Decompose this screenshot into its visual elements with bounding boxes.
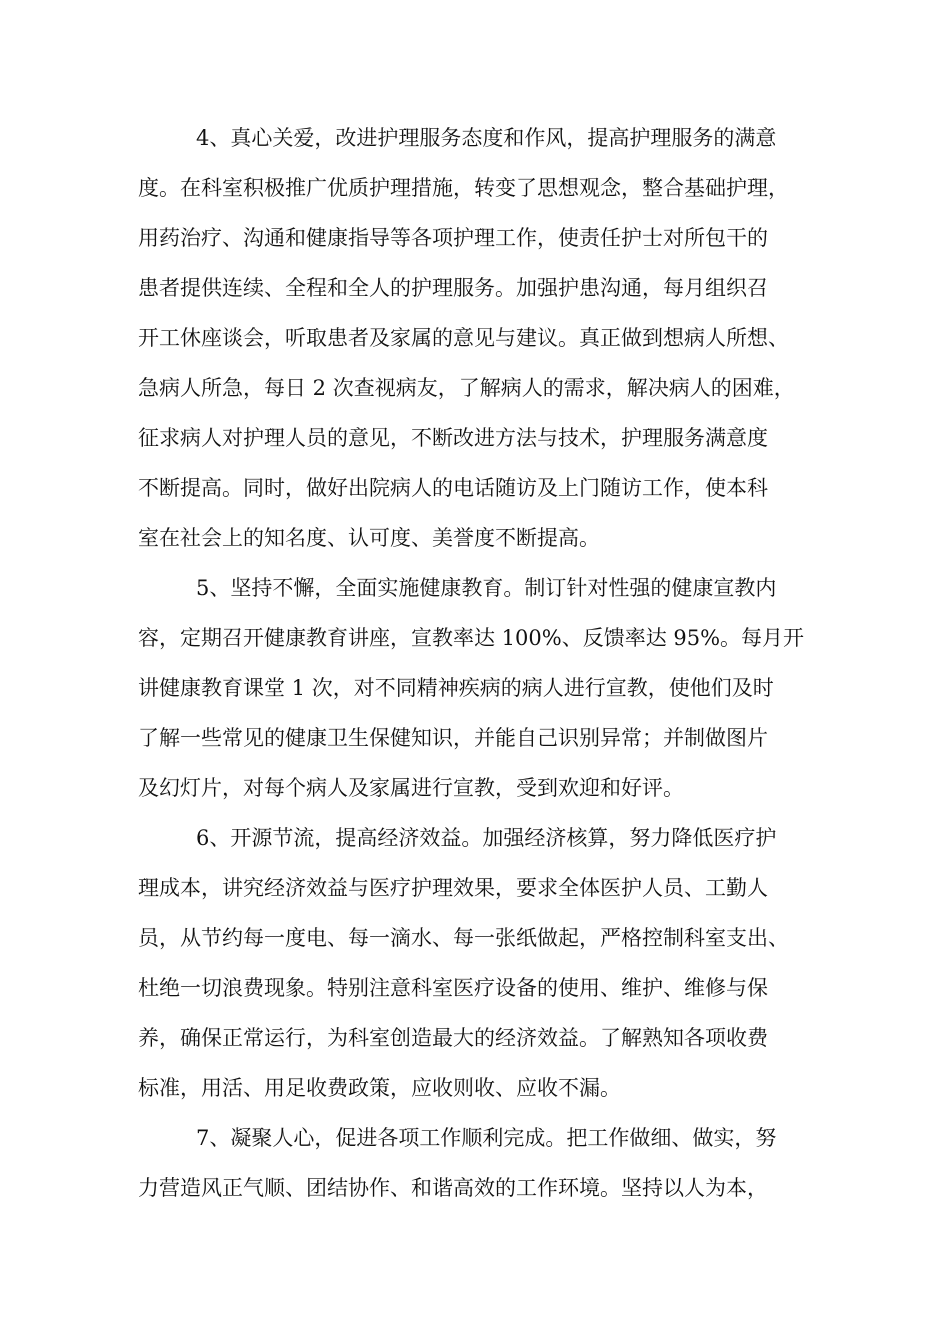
paragraph-line: 容，定期召开健康教育讲座，宣教率达 100%、反馈率达 95%。每月开 [138,626,805,650]
paragraph-line: 养，确保正常运行，为科室创造最大的经济效益。了解熟知各项收费 [138,1026,768,1050]
paragraph-line: 急病人所急，每日 2 次查视病友，了解病人的需求，解决病人的困难， [138,376,795,400]
paragraph-line: 标准，用活、用足收费政策，应收则收、应收不漏。 [138,1076,621,1100]
paragraph-line: 了解一些常见的健康卫生保健知识，并能自己识别异常；并制做图片 [138,726,768,750]
paragraph-line: 度。在科室积极推广优质护理措施，转变了思想观念，整合基础护理， [138,176,789,200]
paragraph-line: 理成本，讲究经济效益与医疗护理效果，要求全体医护人员、工勤人 [138,876,768,900]
paragraph-line: 4、真心关爱，改进护理服务态度和作风，提高护理服务的满意 [196,126,777,150]
paragraph-line: 力营造风正气顺、团结协作、和谐高效的工作环境。坚持以人为本， [138,1176,768,1200]
paragraph-line: 讲健康教育课堂 1 次，对不同精神疾病的病人进行宣教，使他们及时 [138,676,774,700]
paragraph-line: 7、凝聚人心，促进各项工作顺利完成。把工作做细、做实，努 [196,1126,777,1150]
paragraph-line: 室在社会上的知名度、认可度、美誉度不断提高。 [138,526,600,550]
paragraph-line: 及幻灯片，对每个病人及家属进行宣教，受到欢迎和好评。 [138,776,684,800]
paragraph-line: 5、坚持不懈，全面实施健康教育。制订针对性强的健康宣教内 [196,576,777,600]
paragraph-line: 员，从节约每一度电、每一滴水、每一张纸做起，严格控制科室支出、 [138,926,789,950]
paragraph-line: 开工休座谈会，听取患者及家属的意见与建议。真正做到想病人所想、 [138,326,789,350]
paragraph-line: 杜绝一切浪费现象。特别注意科室医疗设备的使用、维护、维修与保 [138,976,768,1000]
paragraph-line: 6、开源节流，提高经济效益。加强经济核算，努力降低医疗护 [196,826,777,850]
paragraph-line: 用药治疗、沟通和健康指导等各项护理工作，使责任护士对所包干的 [138,226,768,250]
paragraph-line: 患者提供连续、全程和全人的护理服务。加强护患沟通，每月组织召 [138,276,768,300]
paragraph-line: 征求病人对护理人员的意见，不断改进方法与技术，护理服务满意度 [138,426,768,450]
paragraph-line: 不断提高。同时，做好出院病人的电话随访及上门随访工作，使本科 [138,476,768,500]
